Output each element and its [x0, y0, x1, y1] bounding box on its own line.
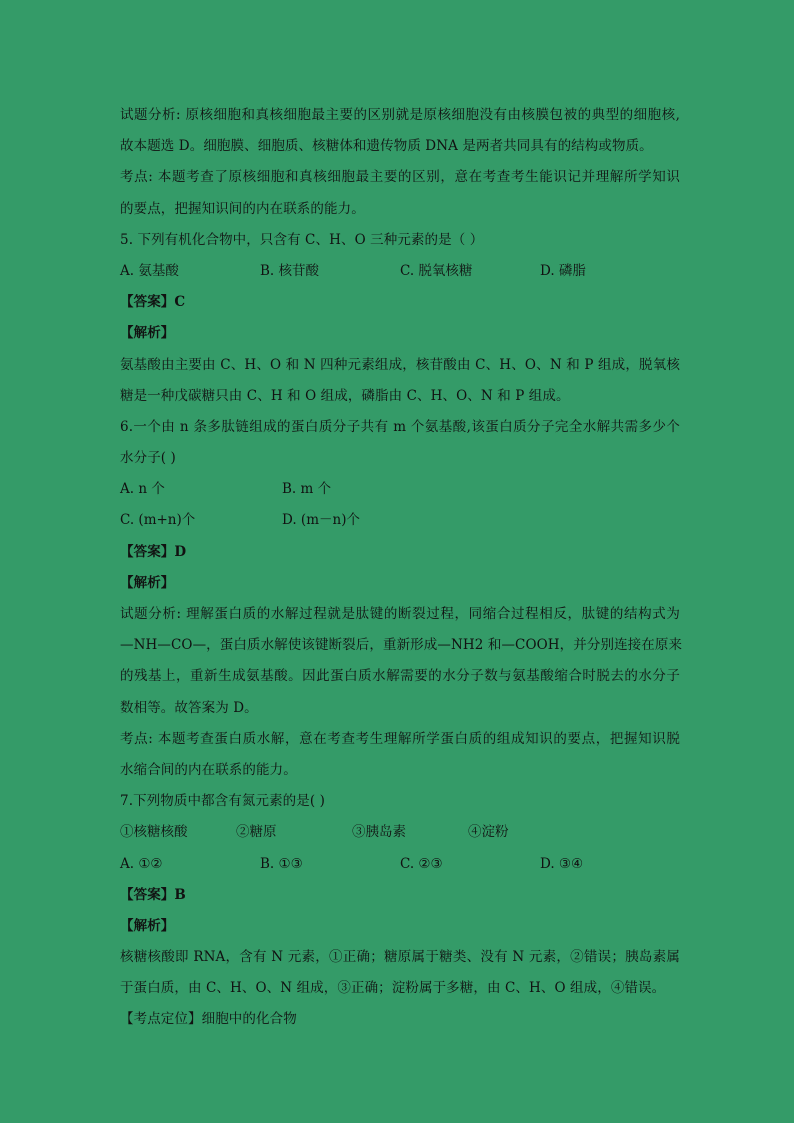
option-d: D. (m－n)个 [282, 512, 360, 529]
analysis-text: 核糖核酸即 RNA，含有 N 元素，①正确；糖原属于糖类、没有 N 元素，②错误；胰岛素属 [120, 949, 680, 966]
option-d: D. 磷脂 [540, 262, 586, 279]
question-5-answer: 【答案】C [120, 294, 186, 311]
question-7-items [120, 817, 680, 848]
option-c: C. 脱氧核糖 [400, 262, 473, 279]
option-a: A. 氨基酸 [120, 262, 179, 279]
question-6-answer: 【答案】D [120, 543, 187, 560]
analysis-text: 数相等。故答案为 D。 [120, 699, 258, 716]
exam-point-text: 考点: 本题考查了原核细胞和真核细胞最主要的区别，意在考查考生能识记并理解所学知识 [120, 169, 680, 186]
question-6-options [120, 505, 680, 536]
question-6-stem: 水分子( ) [120, 450, 176, 467]
option-b: B. 核苷酸 [260, 262, 320, 279]
question-7-answer: 【答案】B [120, 886, 186, 903]
option-d: D. ③④ [540, 855, 584, 872]
analysis-text: 于蛋白质，由 C、H、O、N 组成，③正确；淀粉属于多糖，由 C、H、O 组成，④错误。 [120, 980, 666, 997]
question-7-stem: 7.下列物质中都含有氮元素的是( ) [120, 793, 326, 810]
question-5-options [120, 256, 680, 287]
analysis-text: 糖是一种戊碳糖只由 C、H 和 O 组成，磷脂由 C、H、O、N 和 P 组成。 [120, 387, 570, 404]
item-1: ①核糖核酸 [120, 824, 188, 841]
item-4: ④淀粉 [468, 824, 509, 841]
analysis-text: 的残基上，重新生成氨基酸。因此蛋白质水解需要的水分子数与氨基酸缩合时脱去的水分子 [120, 668, 680, 685]
option-b: B. ①③ [260, 855, 303, 872]
question-6-stem: 6.一个由 n 条多肽链组成的蛋白质分子共有 m 个氨基酸,该蛋白质分子完全水解共需多少个 [120, 418, 680, 435]
question-5-analysis-title: 【解析】 [120, 325, 175, 342]
question-7-options [120, 849, 680, 880]
exam-point-text: 水缩合间的内在联系的能力。 [120, 761, 297, 778]
option-b: B. m 个 [282, 481, 332, 498]
analysis-text: 故本题选 D。细胞膜、细胞质、核糖体和遗传物质 DNA 是两者共同具有的结构或物质。 [120, 138, 653, 155]
option-c: C. ②③ [400, 855, 443, 872]
item-2: ②糖原 [236, 824, 277, 841]
analysis-text: —NH—CO—，蛋白质水解使该键断裂后，重新形成—NH2 和—COOH，并分别连接在原来 [120, 637, 683, 654]
option-a: A. ①② [120, 855, 163, 872]
exam-point-location: 【考点定位】细胞中的化合物 [120, 1011, 297, 1028]
analysis-text: 氨基酸由主要由 C、H、O 和 N 四种元素组成，核苷酸由 C、H、O、N 和 P 组成，脱氧核 [120, 356, 680, 373]
analysis-text: 试题分析: 原核细胞和真核细胞最主要的区别就是原核细胞没有由核膜包被的典型的细胞核, [120, 107, 680, 123]
question-6-analysis-title: 【解析】 [120, 574, 175, 591]
exam-point-text: 的要点，把握知识间的内在联系的能力。 [120, 200, 365, 217]
question-6-options [120, 474, 680, 505]
item-3: ③胰岛素 [352, 824, 406, 841]
option-a: A. n 个 [120, 481, 165, 498]
page-content [120, 100, 683, 1036]
question-7-analysis-title: 【解析】 [120, 917, 175, 934]
exam-point-text: 考点: 本题考查蛋白质水解，意在考查考生理解所学蛋白质的组成知识的要点，把握知识脱 [120, 730, 680, 747]
option-c: C. (m+n)个 [120, 512, 196, 529]
question-5-stem: 5. 下列有机化合物中，只含有 C、H、O 三种元素的是（ ） [120, 231, 484, 248]
analysis-text: 试题分析: 理解蛋白质的水解过程就是肽键的断裂过程，同缩合过程相反，肽键的结构式为 [120, 606, 680, 622]
